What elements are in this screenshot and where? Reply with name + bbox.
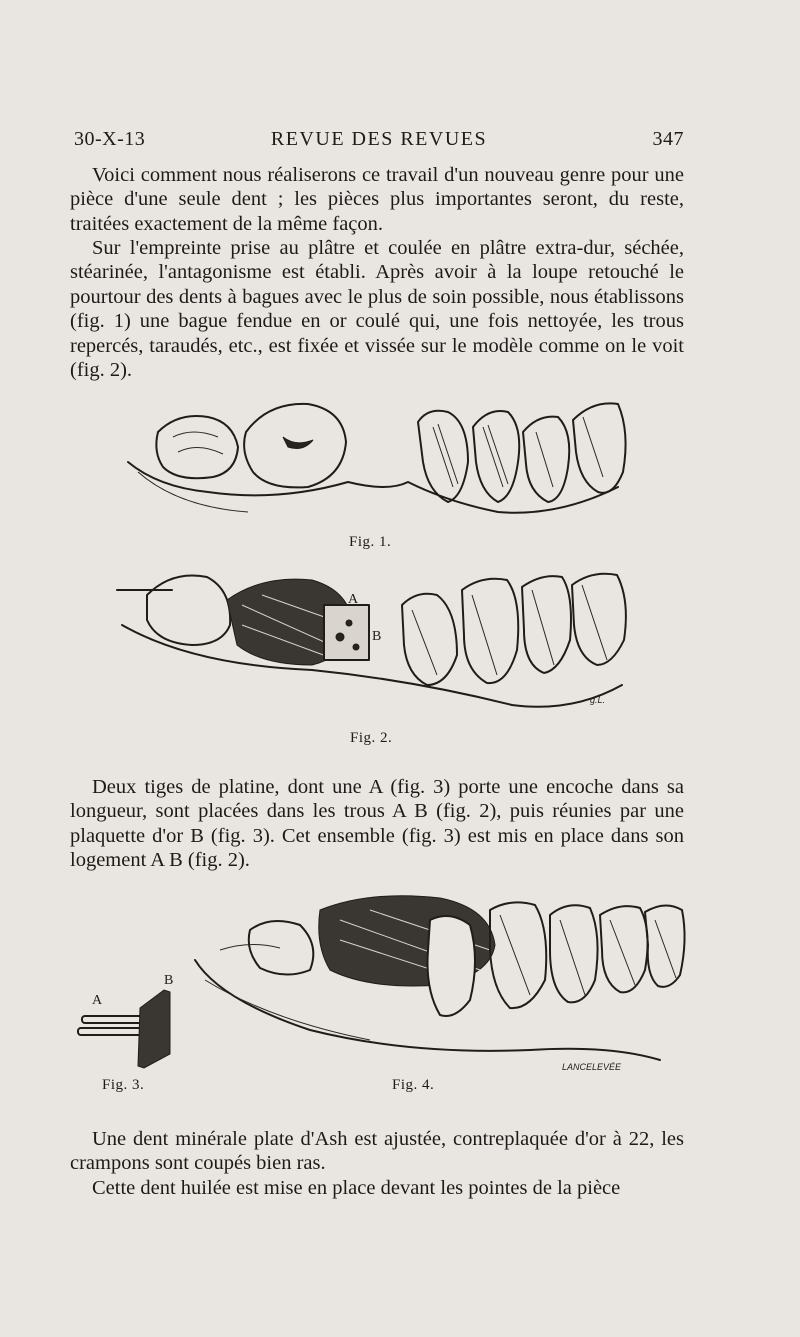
running-header <box>74 128 684 156</box>
figure-4-illustration <box>190 890 690 1075</box>
figure-1-illustration <box>118 392 638 532</box>
figure-1-caption: Fig. 1. <box>349 534 392 550</box>
figure-4-signature: LANCELEVÉE <box>562 1062 622 1072</box>
figure-2-mark: g.L. <box>590 695 606 705</box>
figure-3-illustration <box>72 970 192 1070</box>
paragraph-1: Voici comment nous réaliserons ce travail d'un nouveau genre pour une pièce d'une seule dent ; les pièces plus importantes seront, du reste, traitées exactement de la même façon. <box>70 164 684 235</box>
paragraph-4: Une dent minérale plate d'Ash est ajustée, contreplaquée d'or à 22, les crampons sont coupés bien ras. <box>70 1128 684 1175</box>
figure-4-caption: Fig. 4. <box>392 1077 435 1093</box>
paragraph-2: Sur l'empreinte prise au plâtre et coulée en plâtre extra-dur, séchée, stéarinée, l'antagonisme est établi. Après avoir à la loupe retouché le pourtour des dents à bagues avec le plus de soin possible, nous établissons (fig. 1) une bague fendue en or coulé qui, une fois nettoyée, les trous repercés, taraudés, etc., est fixée et vissée sur le modèle comme on le voit (fig. 2). <box>70 237 684 382</box>
figure-3-label-b: B <box>164 973 174 988</box>
header-title: REVUE DES REVUES <box>270 128 488 150</box>
figure-2-label-a: A <box>348 592 359 607</box>
figure-2-label-b: B <box>372 629 382 644</box>
header-date: 30-X-13 <box>74 128 146 150</box>
page-number: 347 <box>652 128 684 150</box>
paragraph-5: Cette dent huilée est mise en place devant les pointes de la pièce <box>92 1177 621 1199</box>
figure-2-illustration <box>112 565 642 725</box>
figure-3-caption: Fig. 3. <box>102 1077 145 1093</box>
figure-3-label-a: A <box>92 993 103 1008</box>
figure-2-caption: Fig. 2. <box>350 730 393 746</box>
paragraph-3: Deux tiges de platine, dont une A (fig. 3) porte une encoche dans sa longueur, sont placées dans les trous A B (fig. 2), puis réunies par une plaquette d'or B (fig. 3). Cet ensemble (fig. 3) est mis en place dans son logement A B (fig. 2). <box>70 776 684 872</box>
